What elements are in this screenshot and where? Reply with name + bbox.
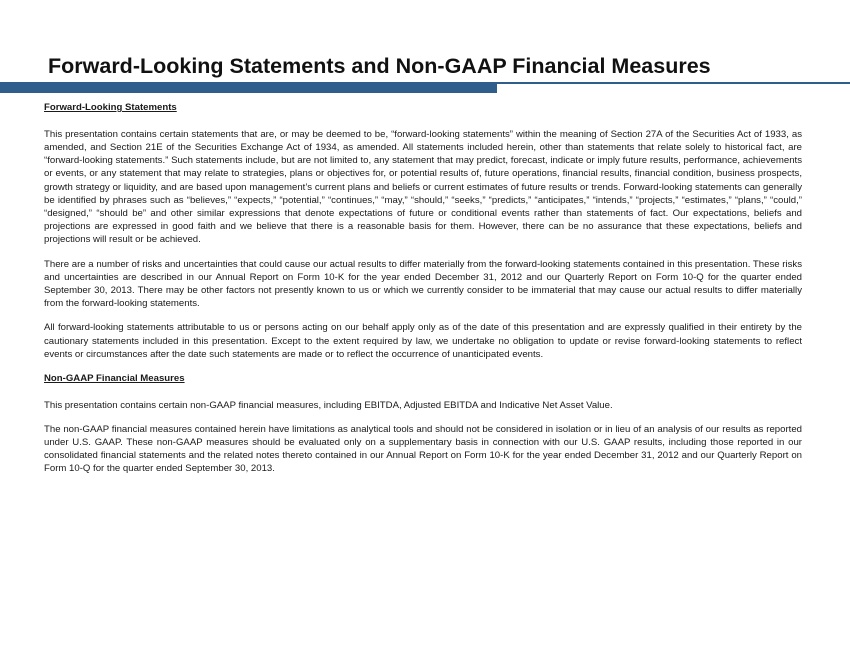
title-rule-thin bbox=[497, 82, 850, 84]
forward-looking-heading: Forward-Looking Statements bbox=[44, 102, 177, 113]
forward-looking-paragraph: This presentation contains certain statements that are, or may be deemed to be, “forward-looking statements” within the meaning of Section 27A of the Securities Act of 1933, as amended, and Section 21E of the Securities Exchange Act of 1934, as amended. All statements included herein, other than statements that relate solely to historical fact, are “forward-looking statements.” Such statements include, but are not limited to, any statement that may predict, forecast, indicate or imply future results, performance, achievements or events, or any statement that may relate to strategies, plans or objectives for, or potential results of, future operations, financial results, financial condition, business prospects, growth strategy or liquidity, and are based upon management’s current plans and beliefs or current estimates of future results or trends. Forward-looking statements can generally be identified by phrases such as “believes,” “expects,” “potential,” “continues,” “may,” “should,” “seeks,” “predicts,” “anticipates,” “intends,” “projects,” “estimates,” “plans,” “could,” “designed,” “should be” and other similar expressions that denote expectations of future or conditional events rather than statements of fact. Our expectations, beliefs and projections are expressed in good faith and we believe that there is a reasonable basis for them. However, there can be no assurance that these expectations, beliefs and projections will result or be achieved. bbox=[44, 128, 802, 246]
content-body bbox=[44, 101, 802, 487]
risks-paragraph: There are a number of risks and uncertainties that could cause our actual results to differ materially from the forward-looking statements contained in this presentation. These risks and uncertainties are described in our Annual Report on Form 10-K for the year ended December 31, 2012 and our Quarterly Report on Form 10-Q for the quarter ended September 30, 2013. There may be other factors not presently known to us or which we currently consider to be immaterial that may cause our actual results to differ materially from the forward-looking statements. bbox=[44, 258, 802, 310]
non-gaap-limitations-paragraph: The non-GAAP financial measures contained herein have limitations as analytical tools and should not be considered in isolation or in lieu of an analysis of our results as reported under U.S. GAAP. These non-GAAP measures should be evaluated only on a supplementary basis in connection with our U.S. GAAP results, including those reported in our consolidated financial statements and the related notes thereto contained in our Annual Report on Form 10-K for the year ended December 31, 2012 and our Quarterly Report on Form 10-Q for the quarter ended September 30, 2013. bbox=[44, 423, 802, 475]
non-gaap-heading: Non-GAAP Financial Measures bbox=[44, 372, 185, 384]
qualification-paragraph: All forward-looking statements attributable to us or persons acting on our behalf apply only as of the date of this presentation and are expressly qualified in their entirety by the cautionary statements included in this presentation. Except to the extent required by law, we undertake no obligation to update or revise forward-looking statements to reflect events or circumstances after the date such statements are made or to reflect the occurrence of unanticipated events. bbox=[44, 322, 802, 360]
slide-title: Forward-Looking Statements and Non-GAAP Financial Measures bbox=[48, 54, 711, 78]
non-gaap-intro-paragraph: This presentation contains certain non-GAAP financial measures, including EBITDA, Adjusted EBITDA and Indicative Net Asset Value. bbox=[44, 399, 613, 411]
title-rule-thick bbox=[0, 82, 497, 93]
